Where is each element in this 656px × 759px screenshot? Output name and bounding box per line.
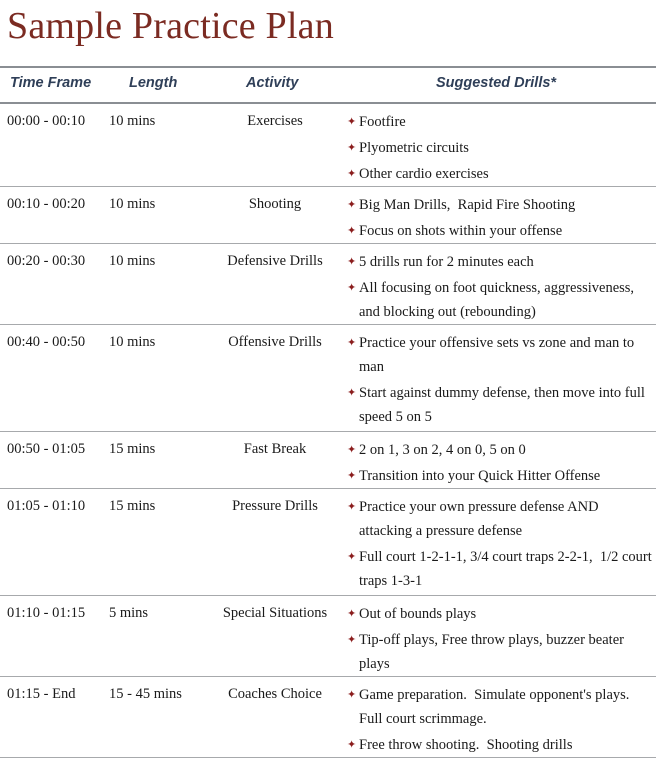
table-row	[0, 325, 656, 432]
four-pointed-star-icon: ✦	[347, 115, 357, 128]
activity-cell: Offensive Drills	[228, 334, 322, 350]
activity-cell: Shooting	[248, 196, 302, 212]
activity-cell: Pressure Drills	[232, 498, 318, 514]
header-time-frame: Time Frame	[10, 75, 92, 91]
time-frame-cell: 00:10 - 00:20	[7, 196, 86, 212]
drill-list	[348, 683, 653, 759]
length-cell: 15 mins	[109, 498, 156, 514]
length-cell: 10 mins	[109, 113, 156, 129]
activity-cell: Defensive Drills	[227, 253, 323, 269]
four-pointed-star-icon: ✦	[347, 281, 357, 294]
four-pointed-star-icon: ✦	[347, 443, 357, 456]
header-activity: Activity	[246, 75, 299, 91]
four-pointed-star-icon: ✦	[347, 469, 357, 482]
four-pointed-star-icon: ✦	[347, 607, 357, 620]
drill-item: ✦ Practice your own pressure defense AND attacking a pressure defense	[348, 495, 653, 543]
time-frame-cell: 00:20 - 00:30	[7, 253, 86, 269]
drill-item: ✦ 2 on 1, 3 on 2, 4 on 0, 5 on 0	[348, 438, 653, 462]
drill-item: ✦ Plyometric circuits	[348, 136, 653, 160]
drill-item: ✦ Full court 1-2-1-1, 3/4 court traps 2-2-1, 1/2 court traps 1-3-1	[348, 545, 653, 593]
drill-item: ✦ Out of bounds plays	[348, 602, 653, 626]
drill-list	[348, 331, 653, 431]
table-row	[0, 244, 656, 325]
table-row	[0, 104, 656, 187]
four-pointed-star-icon: ✦	[347, 386, 357, 399]
practice-plan-table	[0, 66, 656, 758]
table-row	[0, 187, 656, 244]
drill-item: ✦ Footfire	[348, 110, 653, 134]
drill-item: ✦ Focus on shots within your offense	[348, 219, 653, 243]
activity-cell: Exercises	[247, 113, 303, 129]
length-cell: 10 mins	[109, 334, 156, 350]
activity-cell: Fast Break	[243, 441, 307, 457]
drill-item: ✦ Big Man Drills, Rapid Fire Shooting	[348, 193, 653, 217]
four-pointed-star-icon: ✦	[347, 688, 357, 701]
drill-list	[347, 495, 656, 595]
four-pointed-star-icon: ✦	[347, 550, 357, 563]
length-cell: 15 - 45 mins	[109, 686, 182, 702]
four-pointed-star-icon: ✦	[347, 738, 357, 751]
drill-item: ✦ Start against dummy defense, then move into full speed 5 on 5	[348, 381, 653, 429]
drill-item: ✦ 5 drills run for 2 minutes each	[348, 250, 653, 274]
drill-list	[348, 110, 653, 188]
four-pointed-star-icon: ✦	[347, 224, 357, 237]
time-frame-cell: 01:10 - 01:15	[7, 605, 86, 621]
time-frame-cell: 01:15 - End	[7, 686, 76, 702]
four-pointed-star-icon: ✦	[347, 167, 357, 180]
length-cell: 10 mins	[109, 196, 156, 212]
activity-cell: Special Situations	[222, 605, 328, 621]
table-row	[0, 596, 656, 677]
table-row	[0, 432, 656, 489]
four-pointed-star-icon: ✦	[347, 255, 357, 268]
length-cell: 15 mins	[109, 441, 156, 457]
length-cell: 10 mins	[109, 253, 156, 269]
drill-list	[348, 193, 653, 245]
drill-item: ✦ All focusing on foot quickness, aggressiveness, and blocking out (rebounding)	[348, 276, 653, 324]
drill-item: ✦ Transition into your Quick Hitter Offense	[348, 464, 653, 488]
drill-list	[348, 250, 653, 326]
length-cell: 5 mins	[109, 605, 149, 621]
drill-item: ✦ Other cardio exercises	[348, 162, 653, 186]
four-pointed-star-icon: ✦	[347, 500, 357, 513]
time-frame-cell: 00:40 - 00:50	[7, 334, 86, 350]
header-suggested-drills: Suggested Drills*	[436, 75, 557, 91]
time-frame-cell: 00:00 - 00:10	[7, 113, 86, 129]
four-pointed-star-icon: ✦	[347, 633, 357, 646]
table-row	[0, 677, 656, 758]
drill-list	[348, 602, 653, 678]
header-length: Length	[129, 75, 178, 91]
activity-cell: Coaches Choice	[228, 686, 322, 702]
table-header	[0, 68, 656, 104]
time-frame-cell: 01:05 - 01:10	[7, 498, 86, 514]
four-pointed-star-icon: ✦	[347, 198, 357, 211]
drill-item: ✦ Free throw shooting. Shooting drills	[348, 733, 653, 757]
drill-list	[348, 438, 653, 490]
drill-item: ✦ Tip-off plays, Free throw plays, buzzer beater plays	[348, 628, 653, 676]
four-pointed-star-icon: ✦	[347, 141, 357, 154]
drill-item: ✦ Game preparation. Simulate opponent's plays. Full court scrimmage.	[348, 683, 653, 731]
table-row	[0, 489, 656, 596]
four-pointed-star-icon: ✦	[347, 336, 357, 349]
page-title: Sample Practice Plan	[7, 5, 334, 47]
drill-item: ✦ Practice your offensive sets vs zone and man to man	[348, 331, 653, 379]
time-frame-cell: 00:50 - 01:05	[7, 441, 86, 457]
